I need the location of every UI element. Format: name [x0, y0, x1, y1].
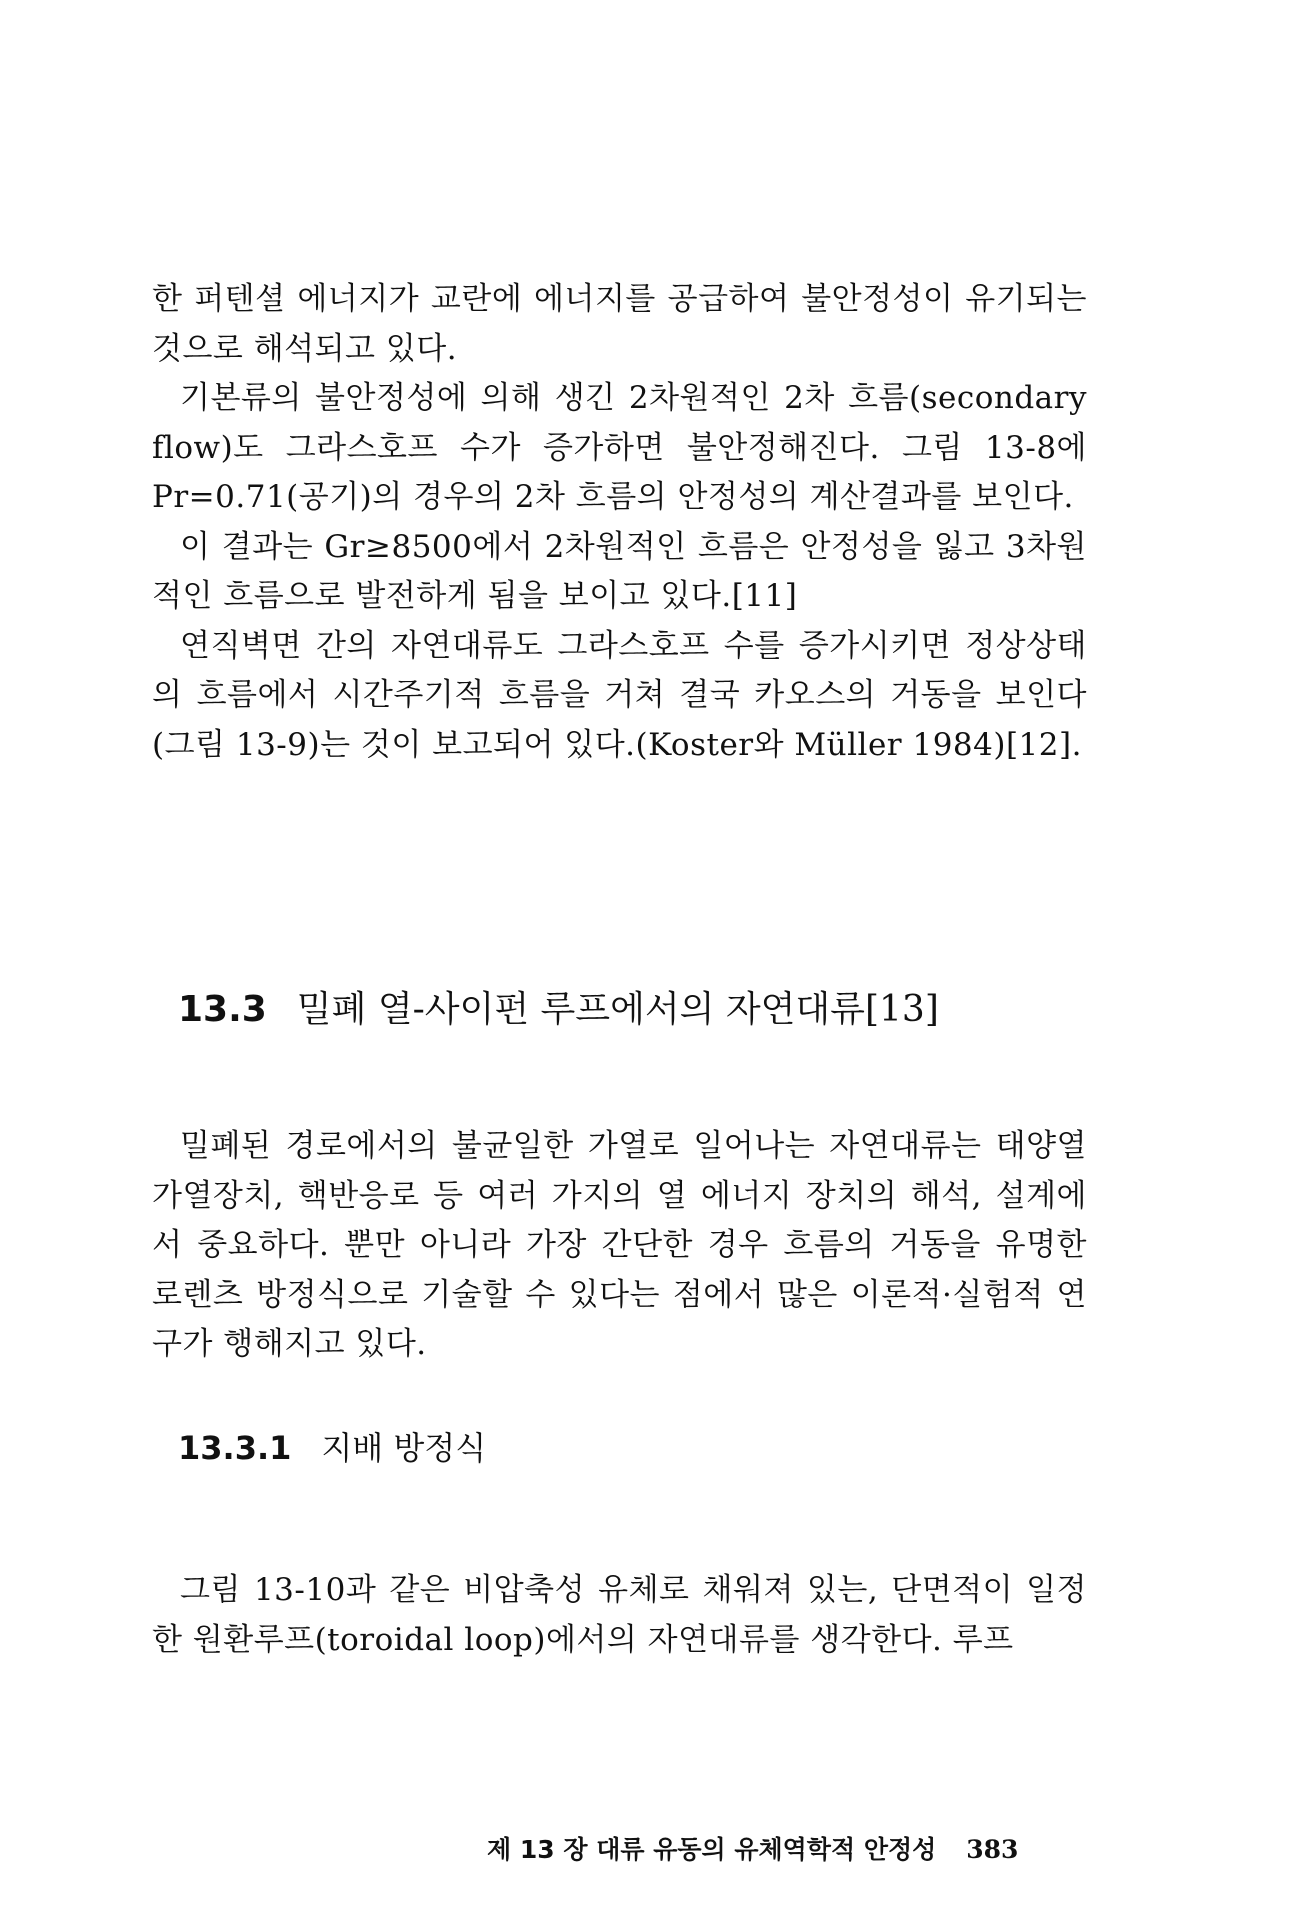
section-number: 13.3: [178, 989, 267, 1030]
page-number: 383: [966, 1835, 1019, 1864]
paragraph-toroidal-loop: 그림 13-10과 같은 비압축성 유체로 채워져 있는, 단면적이 일정한 원환루프(toroidal loop)에서의 자연대류를 생각한다. 루프: [152, 1572, 1087, 1658]
paragraph-secondary-flow: 기본류의 불안정성에 의해 생긴 2차원적인 2차 흐름(secondary flow)도 그라스호프 수가 증가하면 불안정해진다. 그림 13-8에 Pr=0.71(공기)의 경우의 2차 흐름의 안정성의 계산결과를 보인다.: [152, 380, 1087, 515]
paragraph-vertical-wall: 연직벽면 간의 자연대류도 그라스호프 수를 증가시키면 정상상태의 흐름에서 시간주기적 흐름을 거쳐 결국 카오스의 거동을 보인다(그림 13-9)는 것이 보고되어 있다.(Koster와 Müller 1984)[12].: [152, 627, 1087, 763]
footer-chapter-title: 제 13 장 대류 유동의 유체역학적 안정성: [487, 1835, 937, 1864]
running-footer: [487, 1830, 1018, 1866]
section-heading: [178, 985, 939, 1035]
body-text-top: [152, 275, 1087, 770]
paragraph-thermosiphon: 밀폐된 경로에서의 불균일한 가열로 일어나는 자연대류는 태양열 가열장치, 핵반응로 등 여러 가지의 열 에너지 장치의 해석, 설계에서 중요하다. 뿐만 아니라 가장 간단한 경우 흐름의 거동을 유명한 로렌츠 방정식으로 기술할 수 있다는 점에서 많은 이론적·실험적 연구가 행해지고 있다.: [152, 1128, 1087, 1362]
section-title: 밀폐 열-사이펀 루프에서의 자연대류[13]: [296, 989, 939, 1030]
subsection-heading: [178, 1425, 486, 1471]
subsection-number: 13.3.1: [178, 1429, 292, 1467]
body-text-subsection: [152, 1566, 1087, 1665]
paragraph-continued: 한 퍼텐셜 에너지가 교란에 에너지를 공급하여 불안정성이 유기되는 것으로 해석되고 있다.: [152, 281, 1087, 367]
paragraph-gr-result: 이 결과는 Gr≥8500에서 2차원적인 흐름은 안정성을 잃고 3차원적인 흐름으로 발전하게 됨을 보이고 있다.[11]: [152, 528, 1087, 614]
body-text-section: [152, 1122, 1087, 1370]
subsection-title: 지배 방정식: [321, 1429, 487, 1467]
